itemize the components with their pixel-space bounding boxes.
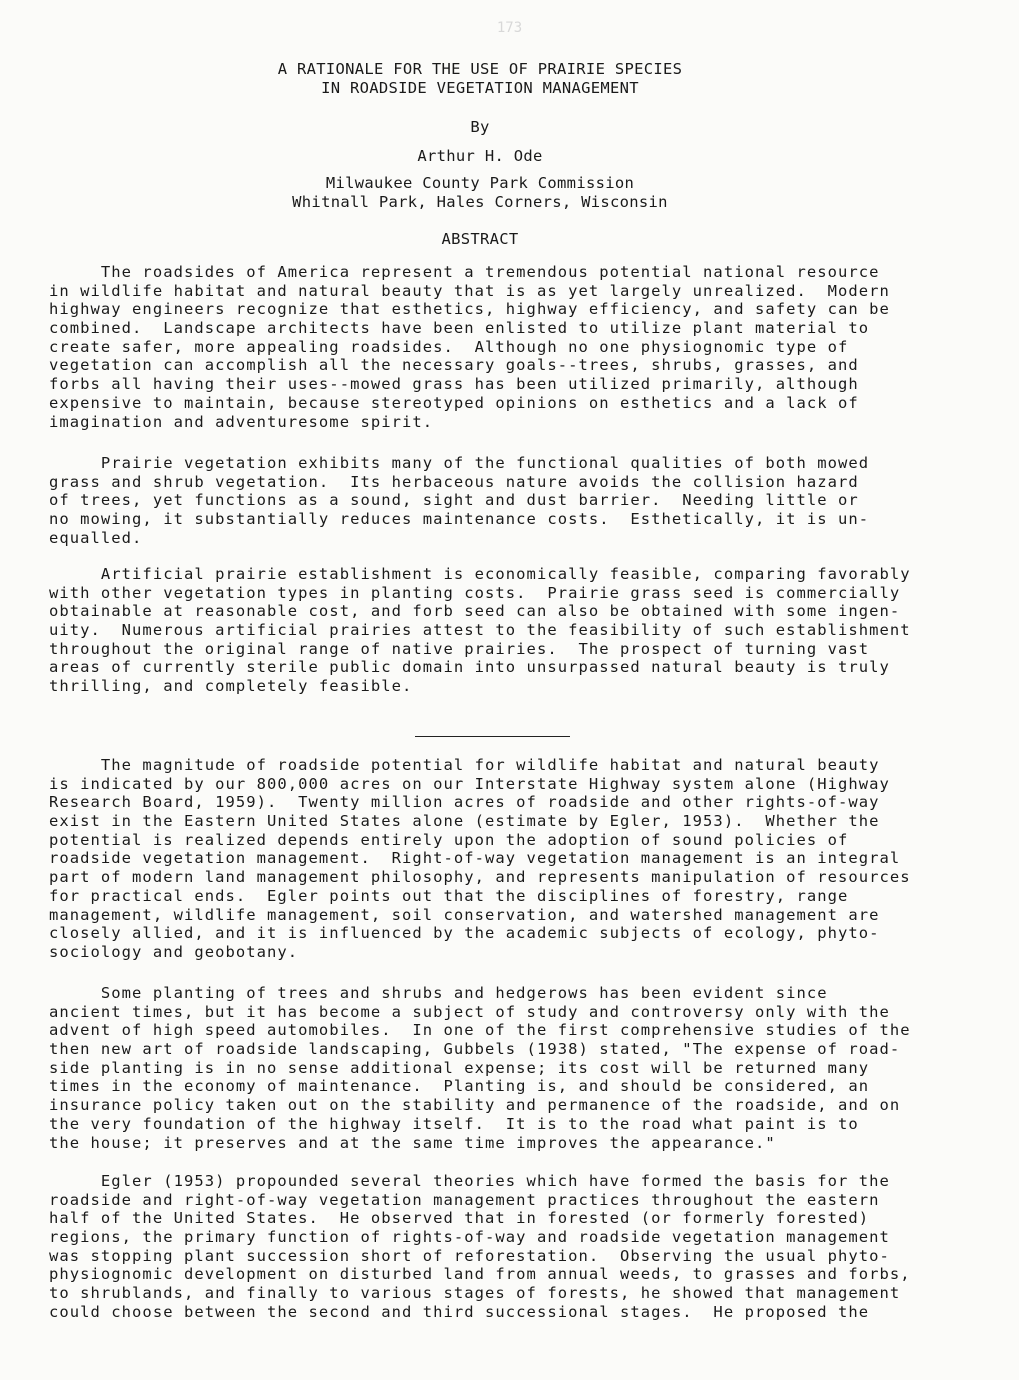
text-line: of trees, yet functions as a sound, sight and dust barrier. Needing little or (49, 491, 859, 510)
text-line: forbs all having their uses--mowed grass has been utilized primarily, although (49, 375, 859, 394)
affiliation-line-1: Milwaukee County Park Commission (325, 174, 635, 192)
text-line: physiognomic development on disturbed land from annual weeds, to grasses and forbs, (49, 1265, 911, 1284)
text-line: Prairie vegetation exhibits many of the functional qualities of both mowed (49, 454, 870, 472)
text-line: with other vegetation types in planting costs. Prairie grass seed is commercially (49, 583, 901, 602)
body-paragraph-3 (49, 1172, 979, 1322)
text-line: expensive to maintain, because stereotyped opinions on esthetics and a lack of (49, 393, 859, 412)
text-line: ancient times, but it has become a subject of study and controversy only with the (49, 1002, 890, 1021)
text-line: throughout the original range of native prairies. The prospect of turning vast (49, 639, 870, 658)
text-line: exist in the Eastern United States alone (estimate by Egler, 1953). Whether the (49, 812, 880, 831)
text-line: obtainable at reasonable cost, and forb seed can also be obtained with some ingen- (49, 602, 901, 621)
text-line: insurance policy taken out on the stability and permanence of the roadside, and on (49, 1096, 901, 1115)
text-line: combined. Landscape architects have been enlisted to utilize plant material to (49, 319, 870, 338)
text-line: then new art of roadside landscaping, Gubbels (1938) stated, "The expense of road- (49, 1040, 901, 1059)
abstract-paragraph-1 (49, 263, 979, 431)
text-line: create safer, more appealing roadsides. Although no one physiognomic type of (49, 337, 849, 356)
text-line: management, wildlife management, soil conservation, and watershed management are (49, 905, 880, 924)
text-line: could choose between the second and third successional stages. He proposed the (49, 1302, 870, 1321)
text-line: The roadsides of America represent a tremendous potential national resource (49, 263, 880, 281)
text-line: sociology and geobotany. (49, 942, 299, 961)
text-line: part of modern land management philosophy, and represents manipulation of resources (49, 868, 911, 887)
body-paragraph-2 (49, 984, 979, 1152)
body-paragraph-1 (49, 756, 979, 962)
text-line: for practical ends. Egler points out that the disciplines of forestry, range (49, 886, 849, 905)
text-line: highway engineers recognize that esthetics, highway efficiency, and safety can be (49, 300, 890, 319)
text-line: advent of high speed automobiles. In one of the first comprehensive studies of the (49, 1021, 911, 1040)
text-line: side planting is in no sense additional expense; its cost will be returned many (49, 1058, 870, 1077)
text-line: potential is realized depends entirely upon the adoption of sound policies of (49, 830, 849, 849)
text-line: grass and shrub vegetation. Its herbaceous nature avoids the collision hazard (49, 472, 859, 491)
text-line: Artificial prairie establishment is economically feasible, comparing favorably (49, 565, 911, 583)
text-line: equalled. (49, 528, 143, 547)
text-line: to shrublands, and finally to various stages of forests, he showed that management (49, 1284, 901, 1303)
text-line: The magnitude of roadside potential for wildlife habitat and natural beauty (49, 756, 880, 774)
byline: By (470, 118, 490, 136)
title-line-2: IN ROADSIDE VEGETATION MANAGEMENT (321, 79, 639, 97)
text-line: regions, the primary function of rights-of-way and roadside vegetation management (49, 1228, 890, 1247)
title-line-1: A RATIONALE FOR THE USE OF PRAIRIE SPECIES (277, 60, 683, 78)
text-line: in wildlife habitat and natural beauty that is as yet largely unrealized. Modern (49, 281, 890, 300)
text-line: half of the United States. He observed that in forested (or formerly forested) (49, 1209, 870, 1228)
text-line: was stopping plant succession short of reforestation. Observing the usual phyto- (49, 1246, 890, 1265)
text-line: the house; it preserves and at the same time improves the appearance." (49, 1133, 776, 1152)
page-number: 173 (496, 20, 523, 36)
text-line: Research Board, 1959). Twenty million acres of roadside and other rights-of-way (49, 793, 880, 812)
text-line: uity. Numerous artificial prairies attest to the feasibility of such establishment (49, 621, 911, 640)
abstract-heading: ABSTRACT (441, 230, 519, 248)
section-divider (415, 736, 570, 737)
text-line: vegetation can accomplish all the necessary goals--trees, shrubs, grasses, and (49, 356, 859, 375)
text-line: roadside vegetation management. Right-of-way vegetation management is an integral (49, 849, 901, 868)
text-line: closely allied, and it is influenced by the academic subjects of ecology, phyto- (49, 924, 880, 943)
text-line: areas of currently sterile public domain into unsurpassed natural beauty is truly (49, 658, 890, 677)
text-line: roadside and right-of-way vegetation management practices throughout the eastern (49, 1190, 880, 1209)
text-line: thrilling, and completely feasible. (49, 677, 413, 696)
text-line: times in the economy of maintenance. Planting is, and should be considered, an (49, 1077, 870, 1096)
text-line: Egler (1953) propounded several theories which have formed the basis for the (49, 1172, 890, 1190)
text-line: no mowing, it substantially reduces maintenance costs. Esthetically, it is un- (49, 510, 870, 529)
abstract-paragraph-3 (49, 565, 979, 696)
affiliation-line-2: Whitnall Park, Hales Corners, Wisconsin (292, 193, 668, 211)
text-line: imagination and adventuresome spirit. (49, 412, 434, 431)
text-line: Some planting of trees and shrubs and hedgerows has been evident since (49, 984, 828, 1002)
text-line: is indicated by our 800,000 acres on our Interstate Highway system alone (Highway (49, 774, 890, 793)
abstract-paragraph-2 (49, 454, 979, 547)
text-line: the very foundation of the highway itself. It is to the road what paint is to (49, 1114, 859, 1133)
author-name: Arthur H. Ode (417, 147, 543, 165)
